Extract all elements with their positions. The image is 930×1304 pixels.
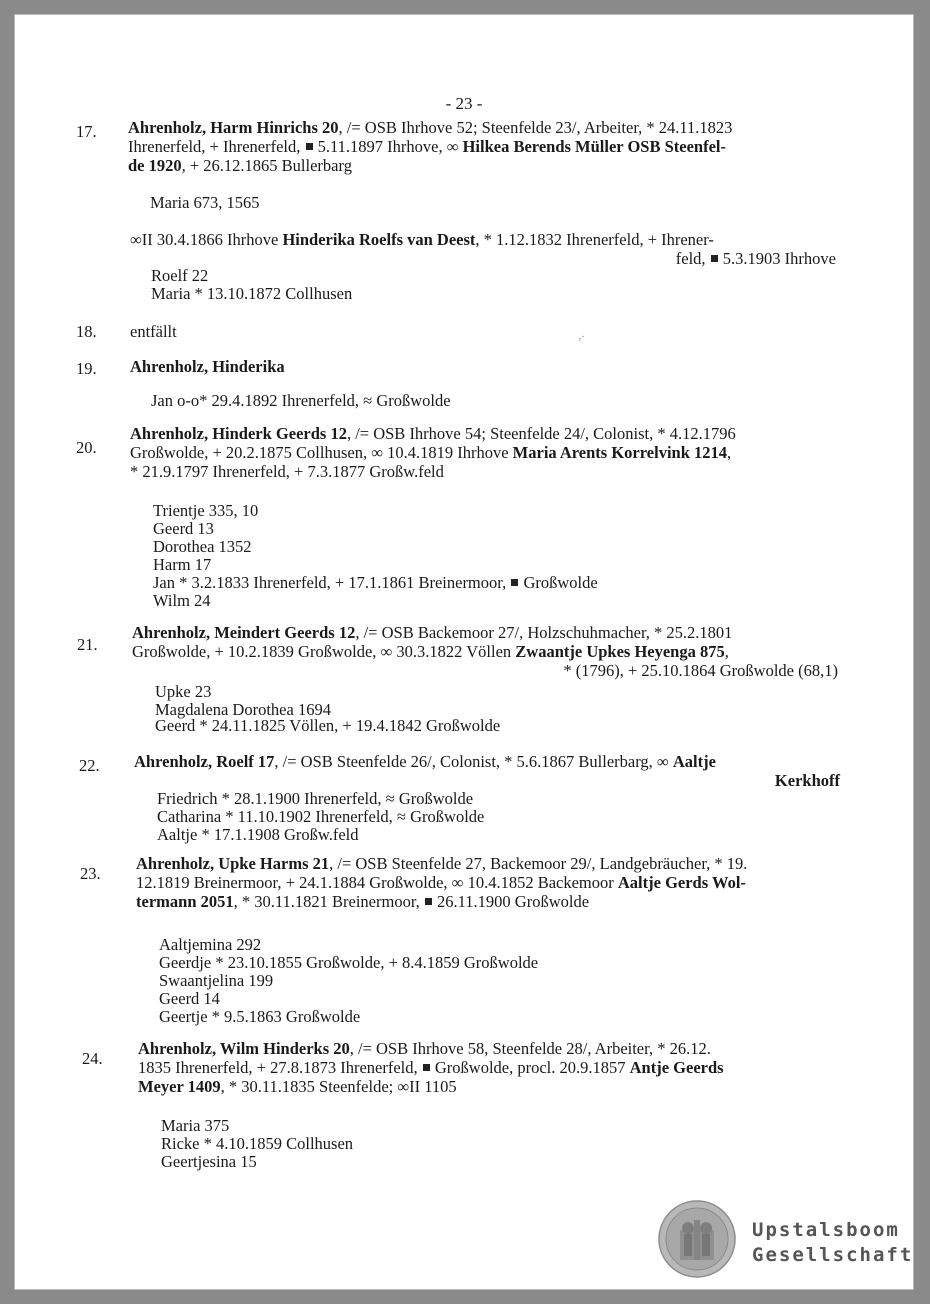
stray-mark: ᵣ· xyxy=(579,332,585,343)
entry-number: 20. xyxy=(76,438,97,457)
child-line: Maria 375 xyxy=(161,1116,230,1135)
child-line: Jan o-o* 29.4.1892 Ihrenerfeld, ≈ Großwolde xyxy=(151,391,451,410)
society-logo-text: Upstalsboom Gesellschaft xyxy=(752,1219,914,1266)
child-line: Geertje * 9.5.1863 Großwolde xyxy=(159,1007,361,1026)
burial-icon xyxy=(511,579,518,586)
child-line: Ricke * 4.10.1859 Collhusen xyxy=(161,1134,354,1153)
spouse-name: Hilkea Berends Müller OSB Steenfel- xyxy=(462,137,726,156)
child-line: Maria * 13.10.1872 Collhusen xyxy=(151,284,353,303)
entry-number: 23. xyxy=(80,864,101,883)
person-name: Ahrenholz, Upke Harms 21 xyxy=(136,854,330,873)
child-line: Dorothea 1352 xyxy=(153,537,252,556)
child-line: Maria 673, 1565 xyxy=(150,193,260,212)
child-line: Catharina * 11.10.1902 Ihrenerfeld, ≈ Großwolde xyxy=(157,807,485,826)
spouse-name: Maria Arents Korrelvink 1214 xyxy=(512,443,728,462)
child-line: Magdalena Dorothea 1694 xyxy=(155,700,331,719)
entry-number: 24. xyxy=(82,1049,103,1068)
spouse-name: Aaltje xyxy=(672,752,716,771)
entry-number: 18. xyxy=(76,322,97,341)
child-line: Harm 17 xyxy=(153,555,212,574)
page-number: - 23 - xyxy=(445,94,483,113)
spouse-surname: Kerkhoff xyxy=(774,771,840,790)
entry-number: 22. xyxy=(79,756,100,775)
child-line: Roelf 22 xyxy=(151,266,209,285)
person-name: Ahrenholz, Roelf 17 xyxy=(134,752,275,771)
entry-text: entfällt xyxy=(130,322,177,341)
person-name: Ahrenholz, Hinderk Geerds 12 xyxy=(130,424,347,443)
child-line: Geertjesina 15 xyxy=(161,1152,257,1171)
burial-icon xyxy=(306,143,313,150)
entry-number: 19. xyxy=(76,359,97,378)
child-line: Geerdje * 23.10.1855 Großwolde, + 8.4.1859 Großwolde xyxy=(159,953,539,972)
entry-number: 17. xyxy=(76,122,97,141)
spouse-name: Zwaantje Upkes Heyenga 875 xyxy=(515,642,725,661)
child-line: Jan * 3.2.1833 Ihrenerfeld, + 17.1.1861 Breinermoor, Großwolde xyxy=(153,573,598,592)
child-line: Upke 23 xyxy=(155,682,212,701)
seal-logo-icon xyxy=(658,1200,736,1278)
child-line: Geerd 14 xyxy=(159,989,220,1008)
spouse-name: Hinderika Roelfs van Deest xyxy=(282,230,476,249)
child-line: Aaltjemina 292 xyxy=(159,935,262,954)
child-line: Trientje 335, 10 xyxy=(153,501,259,520)
spouse-name: Aaltje Gerds Wol- xyxy=(617,873,746,892)
child-line: Geerd 13 xyxy=(153,519,214,538)
child-line: Geerd * 24.11.1825 Völlen, + 19.4.1842 Großwolde xyxy=(155,716,501,735)
person-name: Ahrenholz, Hinderika xyxy=(130,357,285,376)
child-line: Wilm 24 xyxy=(153,591,211,610)
child-line: Swaantjelina 199 xyxy=(159,971,274,990)
burial-icon xyxy=(711,255,718,262)
entry-number: 21. xyxy=(77,635,98,654)
person-name: Ahrenholz, Harm Hinrichs 20 xyxy=(128,118,339,137)
document-page: - 23 - ᵣ· 17. Ahrenholz, Harm Hinrichs 20, /= OSB Ihrhove 52; Steenfelde 23/, Arbeiter, * 24.11.1823 Ihrenerfeld, + Ihrenerfeld, 5.11.1897 Ihrhove, ∞ Hilkea Berends Müller OSB Steenfel- de 1920, + 26.12.1865 Bullerbarg Maria 673, 1565 ∞II 30.4.1866 Ihrhove Hinderika Roelfs van Deest, * 1.12.1832 Ihrenerfeld, + Ihrener- feld, 5.3.1903 Ihrhove Roelf 22 Maria * 13.10.1872 Collhusen 18. entfällt 19. Ahrenholz, Hinderika Jan o-o* 29.4.1892 Ihrenerfeld, ≈ Großwolde 20. Ahrenholz, Hinderk Geerds 12, /= OSB Ihrhove 54; Steenfelde 24/, Colonist, * 4.12.1796 Großwolde, + 20.2.1875 Collhusen, ∞ 10.4.1819 Ihrhove Maria Arents Korrelvink 1214, * 21.9.1797 Ihrenerfeld, + 7.3.1877 Großw.feld Trientje 335, 10 Geerd 13 Dorothea 1352 Harm 17 Jan * 3.2.1833 Ihrenerfeld, + 17.1.1861 Breinermoor, Großwolde Wilm 24 21. Ahrenholz, Meindert Geerds 12, /= OSB Backemoor 27/, Holzschuhmacher, * 25.2.1801 Großwolde, + 10.2.1839 Großwolde, ∞ 30.3.1822 Völlen Zwaantje Upkes Heyenga 875, * (1796), + 25.10.1864 Großwolde (68,1) Upke 23 Magdalena Dorothea 1694 Geerd * 24.11.1825 Völlen, + 19.4.1842 Großwolde 22. Ahrenholz, Roelf 17, /= OSB Steenfelde 26/, Colonist, * 5.6.1867 Bullerbarg, ∞ Aaltje Kerkhoff Friedrich * 28.1.1900 Ihrenerfeld, ≈ Großwolde Catharina * 11.10.1902 Ihrenerfeld, ≈ Großwolde Aaltje * 17.1.1908 Großw.feld 23. Ahrenholz, Upke Harms 21, /= OSB Steenfelde 27, Backemoor 29/, Landgebräucher, * 19. 12.1819 Breinermoor, + 24.1.1884 Großwolde, ∞ 10.4.1852 Backemoor Aaltje Gerds Wol- termann 2051, * 30.11.1821 Breinermoor, 26.11.1900 Großwolde Aaltjemina 292 Geerdje * 23.10.1855 Großwolde, + 8.4.1859 Großwolde Swaantjelina 199 Geerd 14 Geertje * 9.5.1863 Großwolde 24. Ahrenholz, Wilm Hinderks 20, /= OSB Ihrhove 58, Steenfelde 28/, Arbeiter, * 26.12. 1835 Ihrenerfeld, + 27.8.1873 Ihrenerfeld, Großwolde, procl. 20.9.1857 Antje Geerds Meyer 1409, * 30.11.1835 Steenfelde; ∞II 1105 Maria 375 Ricke * 4.10.1859 Collhusen Geertjesina 15 Upstalsboom Gesellschaft xyxy=(14,14,914,1290)
person-name: Ahrenholz, Meindert Geerds 12 xyxy=(132,623,356,642)
spouse-name: Antje Geerds xyxy=(629,1058,724,1077)
burial-icon xyxy=(425,898,432,905)
burial-icon xyxy=(423,1064,430,1071)
child-line: Aaltje * 17.1.1908 Großw.feld xyxy=(157,825,359,844)
person-name: Ahrenholz, Wilm Hinderks 20 xyxy=(138,1039,350,1058)
child-line: Friedrich * 28.1.1900 Ihrenerfeld, ≈ Großwolde xyxy=(157,789,474,808)
